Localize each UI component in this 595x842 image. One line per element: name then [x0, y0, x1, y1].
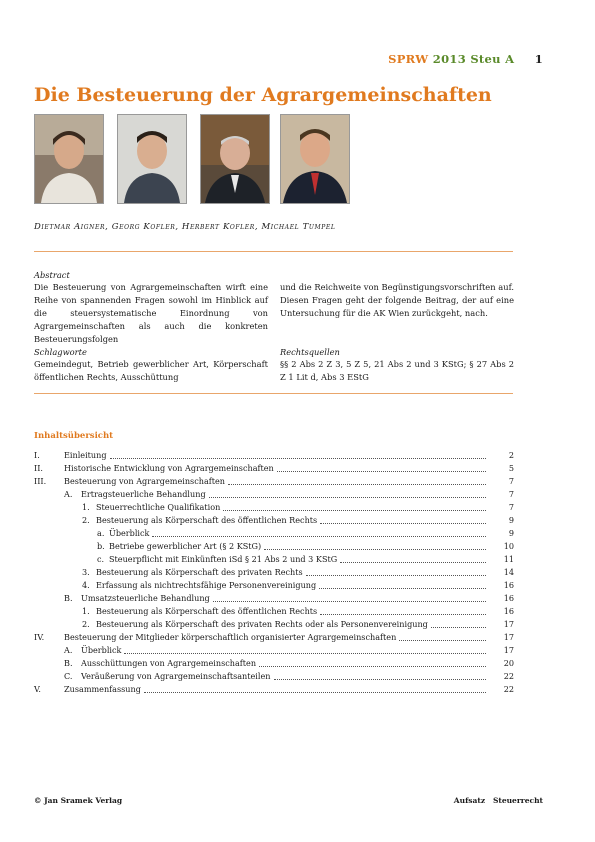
toc-entry[interactable]: V. Zusammenfassung 22 [34, 684, 514, 694]
toc-entry[interactable]: B. Umsatzsteuerliche Behandlung 16 [64, 593, 514, 603]
keywords-label: Schlagworte [34, 347, 87, 357]
toc-entry[interactable]: a. Überblick 9 [97, 528, 514, 538]
toc-entry[interactable]: B. Ausschüttungen von Agrargemeinschaften 20 [64, 658, 514, 668]
toc-entry[interactable]: II. Historische Entwicklung von Agrargemeinschaften 5 [34, 463, 514, 473]
toc-entry[interactable]: 4. Erfassung als nichtrechtsfähige Personenvereinigung 16 [82, 580, 514, 590]
journal-name: SPRW [388, 52, 429, 66]
divider-bottom [34, 393, 513, 394]
footer-field: Steuerrecht [492, 796, 543, 805]
abstract-text-col1: Die Besteuerung von Agrargemeinschaften wirft eine Reihe von spannenden Fragen sowohl im Hinblick auf die steuersystematische Einordnung von Agrargemeinschaften als auch die konkreten Besteuerungsfolgen [34, 282, 268, 344]
toc-entry[interactable]: 2. Besteuerung als Körperschaft des öffentlichen Rechts 9 [82, 515, 514, 525]
article-title: Die Besteuerung der Agrargemeinschaften [34, 84, 492, 106]
author-photo-4 [280, 114, 350, 204]
toc-entry[interactable]: 3. Besteuerung als Körperschaft des privaten Rechts 14 [82, 567, 514, 577]
toc-entry[interactable]: C. Veräußerung von Agrargemeinschaftsanteilen 22 [64, 671, 514, 681]
journal-section-letter: A [505, 52, 515, 66]
toc-entry[interactable]: A. Überblick 17 [64, 645, 514, 655]
abstract-label: Abstract [34, 270, 70, 280]
divider-top [34, 251, 513, 252]
footer-publisher: © Jan Sramek Verlag [34, 796, 123, 805]
toc-entry[interactable]: 2. Besteuerung als Körperschaft des privaten Rechts oder als Personenvereinigung 17 [82, 619, 514, 629]
toc-entry[interactable]: IV. Besteuerung der Mitglieder körperschaftlich organisierter Agrargemeinschaften 17 [34, 632, 514, 642]
toc-entry[interactable]: III. Besteuerung von Agrargemeinschaften 7 [34, 476, 514, 486]
author-photo-2 [117, 114, 187, 204]
journal-year: 2013 [432, 52, 467, 66]
keywords-text: Gemeindegut, Betrieb gewerblicher Art, Körperschaft öffentlichen Rechts, Ausschüttung [34, 359, 268, 382]
journal-section: Steu [470, 52, 501, 66]
running-head [388, 52, 543, 66]
footer-type: Aufsatz [453, 796, 486, 805]
sources-label: Rechtsquellen [280, 347, 340, 357]
toc-heading: Inhaltsübersicht [34, 431, 114, 441]
toc-entry[interactable]: I. Einleitung 2 [34, 450, 514, 460]
table-of-contents [34, 449, 514, 696]
author-list: Dietmar Aigner, Georg Kofler, Herbert Kofler, Michael Tumpel [34, 222, 336, 232]
toc-entry[interactable]: b. Betriebe gewerblicher Art (§ 2 KStG) 10 [97, 541, 514, 551]
footer-category [454, 796, 543, 805]
author-photo-1 [34, 114, 104, 204]
abstract-text-col2: und die Reichweite von Begünstigungsvorschriften auf. Diesen Fragen geht der folgende Beitrag, der auf eine Untersuchung für die AK Wien zurückgeht, nach. [280, 282, 514, 318]
sources-text: §§ 2 Abs 2 Z 3, 5 Z 5, 21 Abs 2 und 3 KStG; § 27 Abs 2 Z 1 Lit d, Abs 3 EStG [280, 359, 514, 382]
page-number: 1 [534, 52, 543, 66]
author-photo-3 [200, 114, 270, 204]
toc-entry[interactable]: A. Ertragsteuerliche Behandlung 7 [64, 489, 514, 499]
toc-entry[interactable]: 1. Steuerrechtliche Qualifikation 7 [82, 502, 514, 512]
toc-entry[interactable]: c. Steuerpflicht mit Einkünften iSd § 21 Abs 2 und 3 KStG 11 [97, 554, 514, 564]
toc-entry[interactable]: 1. Besteuerung als Körperschaft des öffentlichen Rechts 16 [82, 606, 514, 616]
